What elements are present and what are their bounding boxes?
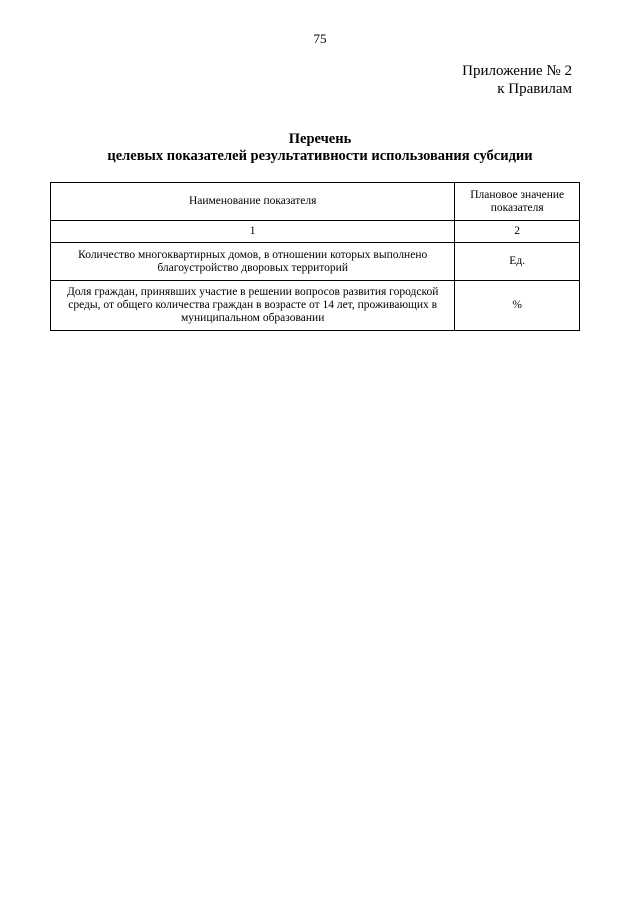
indicator-name: Количество многоквартирных домов, в отношении которых выполнено благоустройство дворовых территорий (51, 243, 455, 281)
title-line-1: Перечень (288, 131, 352, 147)
title-line-2: целевых показателей результативности использования субсидии (107, 148, 533, 164)
indicators-table (50, 182, 580, 331)
header-planned-value: Плановое значение показателя (455, 183, 580, 221)
table-header-row (51, 183, 580, 221)
indicator-value: % (455, 281, 580, 331)
table-row (51, 281, 580, 331)
appendix-reference (462, 62, 572, 98)
document-title (0, 131, 640, 165)
table-row (51, 243, 580, 281)
appendix-number: Приложение № 2 (462, 63, 572, 79)
column-number-1: 1 (51, 221, 455, 243)
header-indicator-name: Наименование показателя (51, 183, 455, 221)
appendix-rules: к Правилам (497, 81, 572, 97)
indicator-value: Ед. (455, 243, 580, 281)
page-number: 75 (313, 31, 327, 46)
column-number-row (51, 221, 580, 243)
indicator-name: Доля граждан, принявших участие в решении вопросов развития городской среды, от общего количества граждан в возрасте от 14 лет, проживающих в муниципальном образовании (51, 281, 455, 331)
column-number-2: 2 (455, 221, 580, 243)
